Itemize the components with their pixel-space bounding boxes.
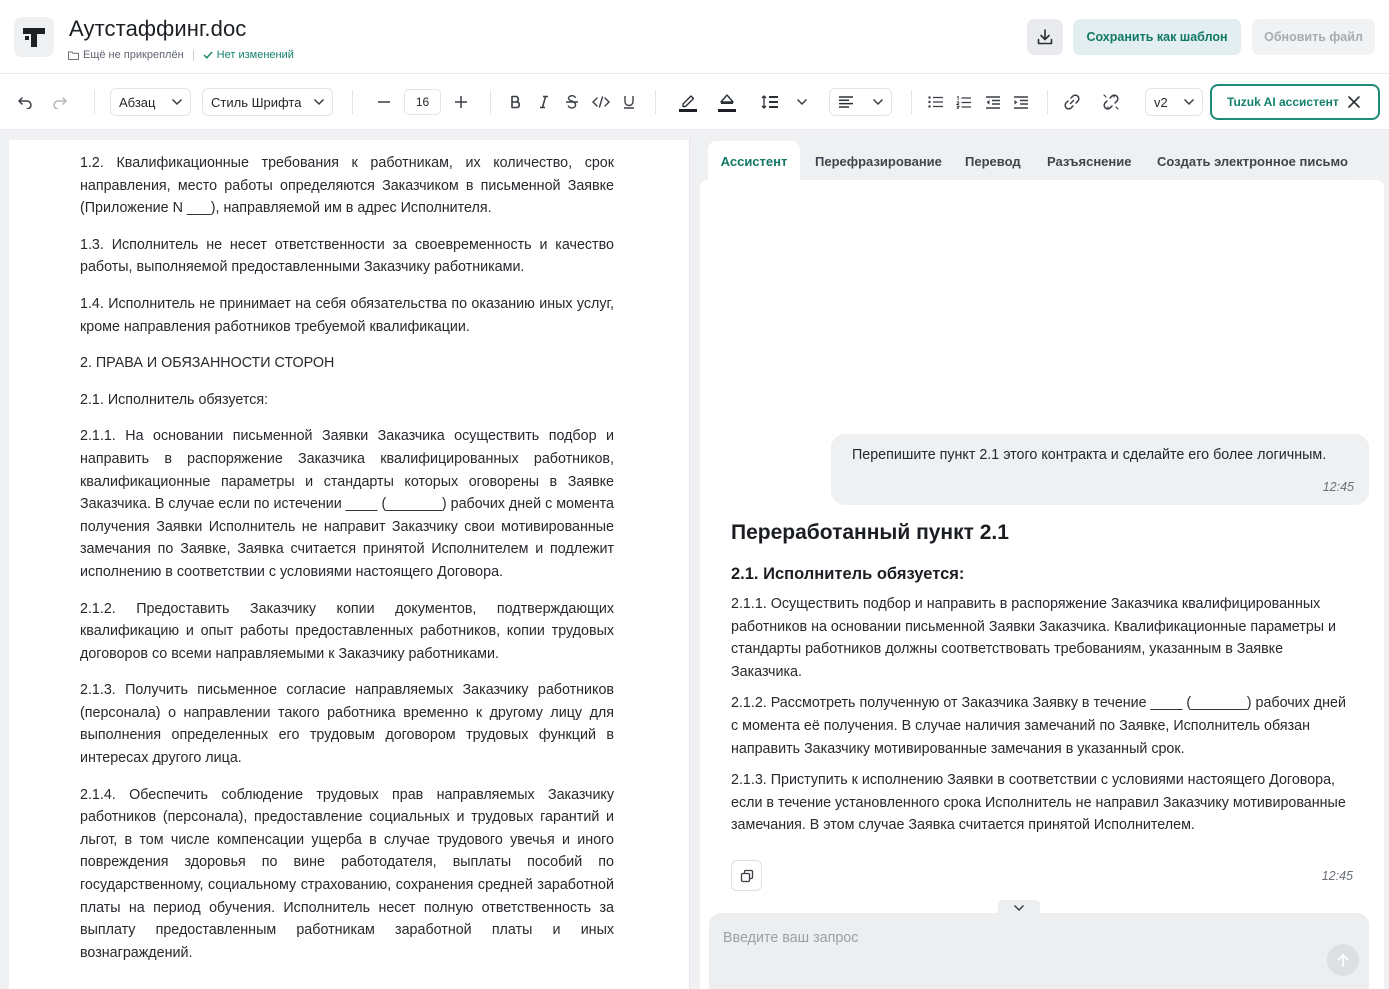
- bullet-list-icon: [928, 96, 944, 108]
- doc-paragraph[interactable]: 1.2. Квалификационные требования к работникам, их количество, срок направления, место работы определяются Заказчиком в письменной Заявке (Приложение N ___), направляемой им в адрес Исполнителя.: [80, 155, 614, 217]
- indent-icon: [1013, 96, 1029, 109]
- chevron-down-icon: [796, 98, 808, 106]
- tab-translate[interactable]: Перевод: [965, 153, 1021, 169]
- tab-assistant[interactable]: Ассистент: [708, 141, 800, 181]
- align-left-icon: [838, 96, 854, 108]
- text-color-button[interactable]: [675, 74, 701, 130]
- tab-create-email[interactable]: Создать электронное письмо: [1157, 153, 1348, 169]
- doc-paragraph[interactable]: 2.1. Исполнитель обязуется:: [80, 391, 269, 408]
- paragraph-style-value: Абзац: [119, 94, 156, 110]
- toolbar-divider: [490, 90, 491, 114]
- text-align-select[interactable]: [829, 88, 892, 116]
- chat-input[interactable]: [723, 927, 1283, 949]
- font-size-decrease-button[interactable]: [372, 74, 396, 130]
- paragraph-style-select[interactable]: [110, 88, 191, 116]
- meta-divider: [193, 50, 194, 61]
- chevron-down-icon: [1013, 904, 1025, 912]
- close-icon[interactable]: [1347, 95, 1361, 109]
- font-size-increase-button[interactable]: [449, 74, 473, 130]
- redo-button[interactable]: [47, 74, 73, 130]
- numbered-list-button[interactable]: [953, 74, 975, 130]
- document-meta: [68, 49, 294, 61]
- italic-icon: [538, 95, 550, 109]
- save-status: [203, 49, 294, 61]
- line-height-select[interactable]: [753, 88, 815, 116]
- insert-link-button[interactable]: [1059, 74, 1085, 130]
- chevron-down-icon: [872, 98, 884, 106]
- underline-icon: [623, 95, 635, 109]
- document-body[interactable]: [80, 152, 614, 978]
- toolbar-divider: [94, 90, 95, 114]
- minus-icon: [377, 95, 391, 109]
- toolbar-divider: [1047, 90, 1048, 114]
- arrow-up-icon: [1336, 953, 1350, 967]
- ai-assistant-label: Tuzuk AI ассистент: [1227, 95, 1339, 109]
- undo-button[interactable]: [12, 74, 38, 130]
- answer-subtitle: 2.1. Исполнитель обязуется:: [731, 565, 965, 583]
- tab-paraphrase[interactable]: Перефразирование: [815, 153, 942, 169]
- send-button[interactable]: [1327, 944, 1359, 976]
- chevron-down-icon: [313, 98, 325, 106]
- document-page[interactable]: [9, 140, 690, 989]
- update-file-button[interactable]: Обновить файл: [1252, 19, 1375, 55]
- check-icon: [203, 51, 213, 59]
- version-select[interactable]: [1145, 88, 1203, 116]
- code-icon: [592, 96, 610, 108]
- tuzuk-logo-icon: [22, 26, 46, 48]
- copy-answer-button[interactable]: [731, 860, 762, 891]
- unlink-icon: [1102, 93, 1120, 111]
- save-as-template-button[interactable]: Сохранить как шаблон: [1073, 19, 1241, 55]
- document-title[interactable]: Аутстаффинг.doc: [69, 16, 247, 41]
- download-button[interactable]: [1027, 19, 1063, 55]
- ai-assistant-panel: [698, 140, 1384, 989]
- highlighter-icon: [717, 91, 737, 113]
- answer-time: 12:45: [1321, 869, 1353, 883]
- strikethrough-icon: [565, 95, 579, 109]
- user-message: [831, 434, 1369, 505]
- doc-paragraph[interactable]: 2.1.2. Предоставить Заказчику копии документов, подтверждающих квалификацию и опыт работы предоставленных работников, копии трудовых договоров со всеми направляемыми к Заказчику работниками.: [80, 600, 614, 662]
- copy-icon: [740, 869, 754, 883]
- bold-button[interactable]: [505, 74, 527, 130]
- ai-assistant-toggle[interactable]: [1210, 84, 1380, 120]
- font-size-input[interactable]: 16: [404, 89, 441, 115]
- attach-status: [68, 49, 184, 61]
- chat-composer: [709, 913, 1369, 989]
- answer-title: Переработанный пункт 2.1: [731, 521, 1009, 544]
- line-height-icon: [761, 95, 779, 109]
- chevron-down-icon: [171, 98, 183, 106]
- pen-color-icon: [678, 91, 698, 113]
- doc-paragraph[interactable]: 2.1.1. На основании письменной Заявки Заказчика осуществить подбор и направить в распоряжение Заказчика квалифицированных работников, квалификационные параметры и стандарты которых оговорены в Заявке Заказчика. В случае если по истечении ____ (_______) рабочих дней с момента получения Заявки Исполнитель не направит Заказчику свои мотивированные замечания по Заявке, Заявка считается принятой Исполнителем и подлежит исполнению в соответствии с условиями настоящего Договора.: [80, 428, 614, 580]
- doc-paragraph[interactable]: 2.1.3. Получить письменное согласие направляемых Заказчику работников (персонала) о направлении такого работника временно к другому лицу для выполнения определенных его трудовым договором трудовых функций в интересах другого лица.: [80, 682, 614, 767]
- answer-paragraph: 2.1.3. Приступить к исполнению Заявки в соответствии с условиями настоящего Договора, если в течение установленного срока Исполнитель не направил Заказчику мотивированные замечания. В этом случае Заявка считается принятой Исполнителем.: [731, 772, 1346, 834]
- assistant-tabs: [706, 141, 1356, 181]
- download-icon: [1036, 28, 1054, 46]
- italic-button[interactable]: [533, 74, 555, 130]
- chat-area: [700, 180, 1384, 989]
- undo-icon: [17, 95, 33, 109]
- doc-paragraph[interactable]: 2.1.4. Обеспечить соблюдение трудовых прав направляемых Заказчику работников (персонала), предоставление социальных и трудовых гарантий и льгот, в том числе компенсации ущерба в случае трудового увечья и иного повреждения здоровья по вине работодателя, выплаты пособий по государственному, социальному страхованию, сохранения средней заработной платы на период обучения. Исполнитель несет полную ответственность за выплату предоставленным работникам заработной платы и иных вознаграждений.: [80, 786, 614, 961]
- workspace: [0, 130, 1389, 989]
- redo-icon: [52, 95, 68, 109]
- assistant-answer: [731, 521, 1351, 846]
- code-button[interactable]: [589, 74, 613, 130]
- toolbar-divider: [911, 90, 912, 114]
- tab-explain[interactable]: Разъяснение: [1047, 153, 1132, 169]
- bold-icon: [510, 95, 522, 109]
- folder-icon: [68, 51, 79, 60]
- editor-toolbar: [0, 74, 1389, 130]
- toolbar-divider: [655, 90, 656, 114]
- font-style-select[interactable]: [202, 88, 333, 116]
- user-message-text: Перепишите пункт 2.1 этого контракта и сделайте его более логичным.: [852, 447, 1327, 463]
- outdent-icon: [985, 96, 1001, 109]
- user-message-time: 12:45: [1322, 480, 1354, 494]
- indent-button[interactable]: [1010, 74, 1032, 130]
- toolbar-divider: [352, 90, 353, 114]
- chevron-down-icon: [1183, 98, 1195, 106]
- underline-button[interactable]: [618, 74, 640, 130]
- outdent-button[interactable]: [982, 74, 1004, 130]
- font-style-value: Стиль Шрифта: [211, 94, 302, 110]
- highlight-color-button[interactable]: [714, 74, 740, 130]
- doc-paragraph[interactable]: 1.3. Исполнитель не несет ответственности за своевременность и качество работы, выполняемой предоставленными Заказчику работниками.: [80, 236, 614, 276]
- app-header: [0, 0, 1389, 74]
- attach-status-text: Ещё не прикреплён: [83, 49, 184, 61]
- bullet-list-button[interactable]: [925, 74, 947, 130]
- remove-link-button[interactable]: [1098, 74, 1124, 130]
- version-value: v2: [1154, 94, 1168, 110]
- plus-icon: [454, 95, 468, 109]
- doc-heading[interactable]: 2. ПРАВА И ОБЯЗАННОСТИ СТОРОН: [80, 355, 335, 372]
- numbered-list-icon: [956, 96, 972, 109]
- answer-paragraph: 2.1.1. Осуществить подбор и направить в распоряжение Заказчика квалифицированных работников на основании письменной Заявки Заказчика. Квалификационные параметры и стандарты работников должны соответствовать требованиям, указанным в Заявке Заказчика.: [731, 596, 1337, 680]
- save-status-text: Нет изменений: [216, 49, 294, 61]
- app-logo[interactable]: [14, 17, 54, 57]
- answer-paragraph: 2.1.2. Рассмотреть полученную от Заказчика Заявку в течение ____ (_______) рабочих дней с момента её получения. В случае наличия замечаний по Заявке, Исполнитель обязан направить Заказчику мотивированные замечания в указанный срок.: [731, 695, 1346, 757]
- link-icon: [1063, 93, 1081, 111]
- doc-paragraph[interactable]: 1.4. Исполнитель не принимает на себя обязательства по оказанию иных услуг, кроме направления работников требуемой квалификации.: [80, 295, 614, 335]
- strikethrough-button[interactable]: [561, 74, 583, 130]
